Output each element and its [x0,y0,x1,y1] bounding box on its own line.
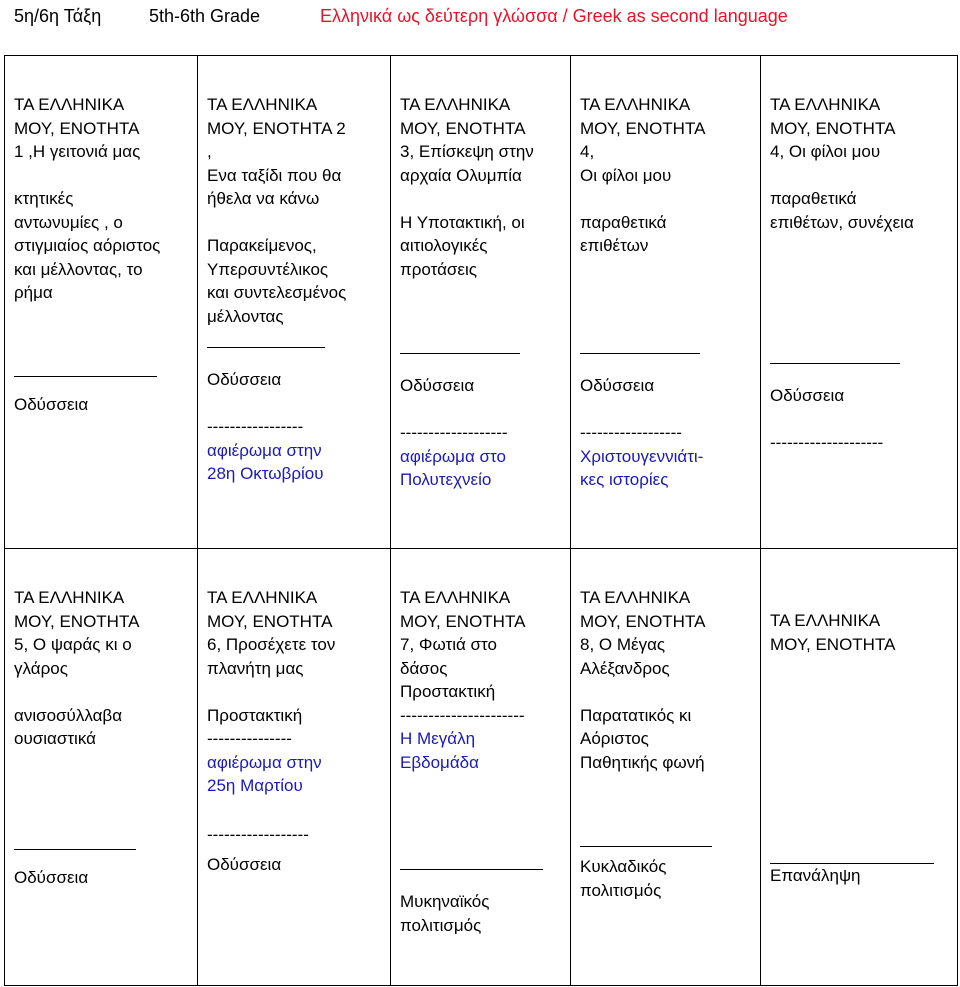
unit-title: ΤΑ ΕΛΛΗΝΙΚΑ ΜΟΥ, ΕΝΟΤΗΤΑ 5, Ο ψαράς κι ο γλάρος [14,588,140,678]
unit-title: ΤΑ ΕΛΛΗΝΙΚΑ ΜΟΥ, ΕΝΟΤΗΤΑ 7, Φωτιά στο δάσος Προστακτική [400,588,526,701]
reader-title: Μυκηναϊκός πολιτισμός [400,892,490,935]
unit-title: ΤΑ ΕΛΛΗΝΙΚΑ ΜΟΥ, ΕΝΟΤΗΤΑ [770,611,896,654]
blank-line [580,353,700,354]
tribute-text: αφιέρωμα στην 25η Μαρτίου [207,752,322,795]
unit-title: ΤΑ ΕΛΛΗΝΙΚΑ ΜΟΥ, ΕΝΟΤΗΤΑ 1 ,Η γειτονιά μας [14,95,141,161]
tribute-text: αφιέρωμα στην 28η Οκτωβρίου [207,440,324,483]
unit-cell-2 [198,56,391,549]
blank-line [400,353,520,354]
unit-title: ΤΑ ΕΛΛΗΝΙΚΑ ΜΟΥ, ΕΝΟΤΗΤΑ 3, Επίσκεψη στην αρχαία Ολυμπία [400,95,534,185]
reader-title: Οδύσσεια [207,854,282,874]
document-title: Ελληνικά ως δεύτερη γλώσσα / Greek as second language [320,6,788,26]
reader-title: Οδύσσεια [580,376,655,395]
tribute-text: Η Μεγάλη Εβδομάδα [400,729,479,772]
separator-dashes: ----------------- [207,417,304,436]
blank-line [400,869,543,870]
reader-title: Οδύσσεια [14,395,89,414]
table-row [5,56,958,549]
tribute-text: αφιέρωμα στο Πολυτεχνείο [400,446,506,489]
grammar-topic: παραθετικά επιθέτων [580,212,667,255]
separator-dashes: ---------------------- [400,705,525,725]
reader-title: Οδύσσεια [14,868,89,887]
separator-dashes: ------------------ [580,423,682,442]
unit-cell-10 [761,549,958,986]
unit-title: ΤΑ ΕΛΛΗΝΙΚΑ ΜΟΥ, ΕΝΟΤΗΤΑ 6, Προσέχετε τον πλανήτη μας [207,588,336,678]
unit-cell-9 [571,549,761,986]
grade-label-en: 5th-6th Grade [149,6,261,26]
unit-cell-3 [391,56,571,549]
blank-line [207,347,325,348]
reader-title: Επανάληψη [770,866,861,885]
page-header [14,4,960,30]
grammar-topic: Προστακτική [207,705,303,725]
reader-title: Οδύσσεια [400,376,475,395]
separator-dashes: --------------- [207,729,292,748]
table-row [5,549,958,986]
separator-dashes: -------------------- [770,433,884,452]
unit-cell-6 [5,549,198,986]
reader-title: Οδύσσεια [770,386,845,405]
grammar-topic: Παρακείμενος, Υπερσυντέλικος και συντελεσμένος μέλλοντας [207,236,347,326]
grammar-topic: κτητικές αντωνυμίες , ο στιγμιαίος αόριστος και μέλλοντας, το ρήμα [14,189,161,302]
unit-cell-5 [761,56,958,549]
curriculum-table [4,55,958,986]
blank-line [14,849,136,850]
blank-line [580,846,712,847]
grade-label: 5η/6η Τάξη [14,6,102,26]
unit-title: ΤΑ ΕΛΛΗΝΙΚΑ ΜΟΥ, ΕΝΟΤΗΤΑ 2 , Ενα ταξίδι που θα ήθελα να κάνω [207,95,346,208]
unit-title: ΤΑ ΕΛΛΗΝΙΚΑ ΜΟΥ, ΕΝΟΤΗΤΑ 4, Οι φίλοι μου [770,95,896,161]
grammar-topic: Παρατατικός κι Αόριστος Παθητικής φωνή [580,705,705,772]
unit-cell-7 [198,549,391,986]
grammar-topic: Η Υποτακτική, οι αιτιολογικές προτάσεις [400,212,525,279]
blank-line [14,376,157,377]
reader-title: Κυκλαδικός πολιτισμός [580,857,667,900]
unit-cell-4 [571,56,761,549]
separator-dashes: ------------------ [207,825,309,844]
separator-dashes: ------------------- [400,423,508,442]
reader-title: Οδύσσεια [207,370,282,389]
blank-line [770,363,900,364]
unit-cell-8 [391,549,571,986]
grammar-topic: ανισοσύλλαβα ουσιαστικά [14,705,123,748]
unit-title: ΤΑ ΕΛΛΗΝΙΚΑ ΜΟΥ, ΕΝΟΤΗΤΑ 8, Ο Μέγας Αλέξανδρος [580,588,706,678]
grammar-topic: παραθετικά επιθέτων, συνέχεια [770,189,914,232]
tribute-text: Χριστουγεννιάτι- κες ιστορίες [580,446,704,489]
unit-title: ΤΑ ΕΛΛΗΝΙΚΑ ΜΟΥ, ΕΝΟΤΗΤΑ 4, Οι φίλοι μου [580,95,706,185]
unit-cell-1 [5,56,198,549]
